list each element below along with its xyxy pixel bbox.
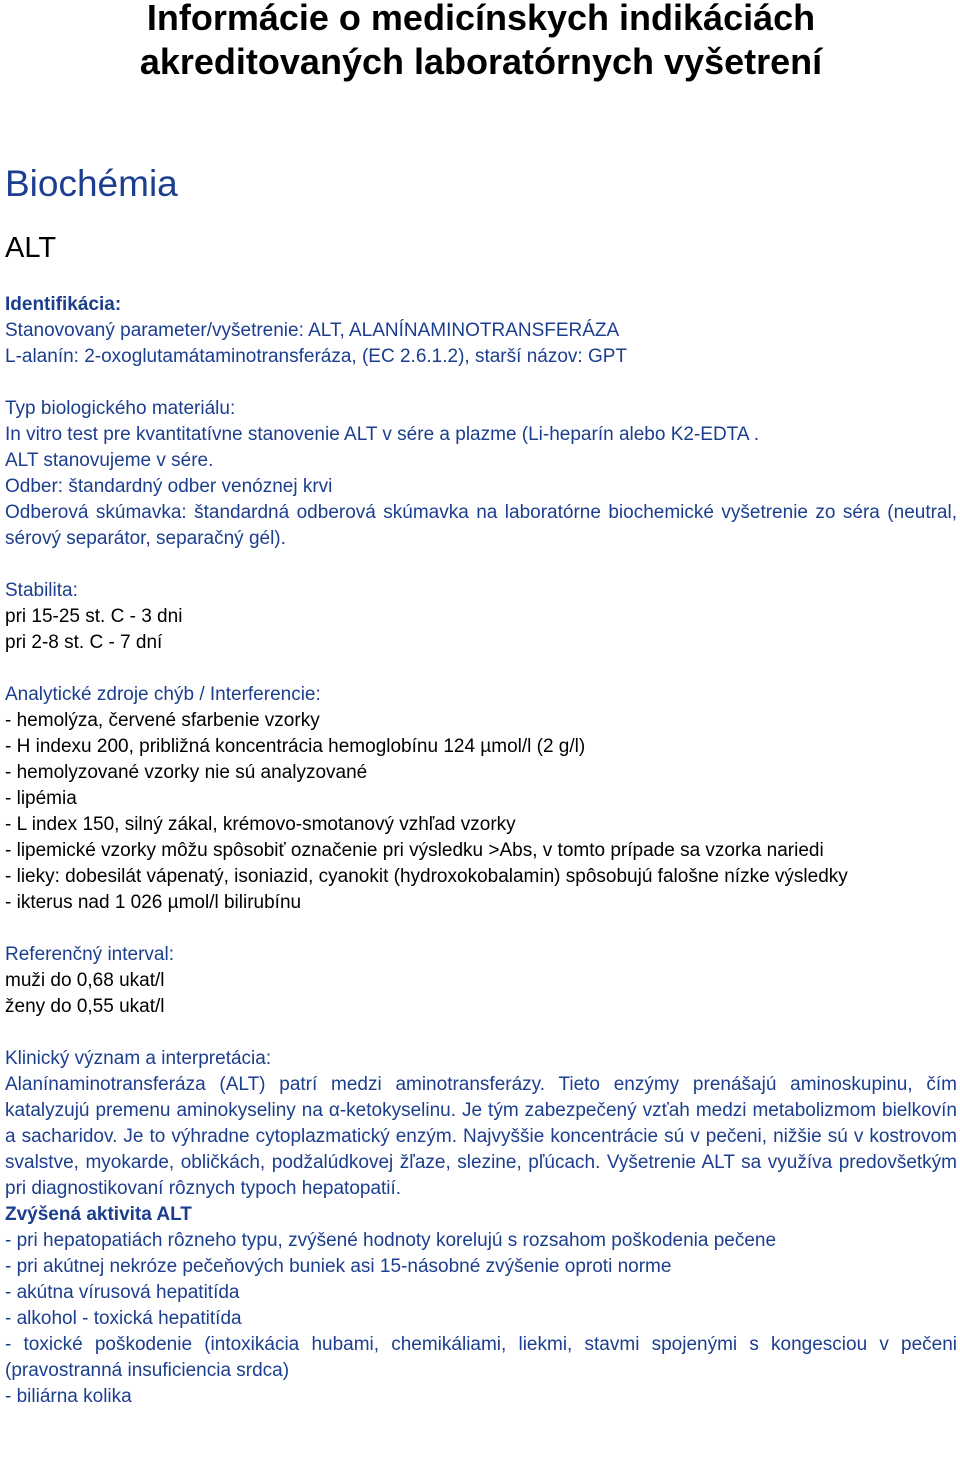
interference-line-6: - lipemické vzorky môžu spôsobiť označenie pri výsledku >Abs, v tomto prípade sa vzorka nariedi [5, 840, 824, 861]
klinicky-item-4: - alkohol - toxická hepatitída [5, 1308, 242, 1329]
referencny-line-1: muži do 0,68 ukat/l [5, 970, 165, 991]
document-body [5, 292, 957, 1410]
referencny-line-2: ženy do 0,55 ukat/l [5, 996, 165, 1017]
klinicky-item-1: - pri hepatopatiách rôzneho typu, zvýšené hodnoty korelujú s rozsahom poškodenia pečene [5, 1230, 777, 1251]
identifikacia-line-1: Stanovovaný parameter/vyšetrenie: ALT, ALANÍNAMINOTRANSFERÁZA [5, 320, 620, 341]
document-title [5, 0, 957, 84]
klinicky-item-5: - toxické poškodenie (intoxikácia hubami, chemikáliami, liekmi, stavmi spojenými s kongesciou v pečeni (pravostranná insuficiencia srdca) [5, 1334, 957, 1381]
zvysena-aktivita-label: Zvýšená aktivita ALT [5, 1204, 192, 1225]
material-tube: Odberová skúmavka: štandardná odberová skúmavka na laboratórne biochemické vyšetrenie zo séra (neutral, sérový separátor, separačný gél). [5, 502, 957, 549]
material-line-2: ALT stanovujeme v sére. [5, 450, 214, 471]
stabilita-line-2: pri 2-8 st. C - 7 dní [5, 632, 163, 653]
material-label: Typ biologického materiálu: [5, 398, 236, 419]
material-line-3: Odber: štandardný odber venóznej krvi [5, 476, 333, 497]
identifikacia-line-2: L-alanín: 2-oxoglutamátaminotransferáza, (EC 2.6.1.2), starší názov: GPT [5, 346, 628, 367]
title-line-2: akreditovaných laboratórnych vyšetrení [139, 41, 823, 82]
klinicky-label: Klinický význam a interpretácia: [5, 1048, 272, 1069]
test-name-heading: ALT [5, 232, 57, 264]
section-heading: Biochémia [5, 163, 178, 204]
interference-label: Analytické zdroje chýb / Interferencie: [5, 684, 321, 705]
title-line-1: Informácie o medicínskych indikáciách [146, 0, 816, 38]
interference-line-3: - hemolyzované vzorky nie sú analyzované [5, 762, 368, 783]
klinicky-item-3: - akútna vírusová hepatitída [5, 1282, 240, 1303]
klinicky-paragraph: Alanínaminotransferáza (ALT) patrí medzi aminotransferázy. Tieto enzýmy prenášajú aminoskupinu, čím katalyzujú premenu aminokyseliny na α-ketokyselinu. Je tým zabezpečený vzťah medzi metabolizmom bielkovín a sacharidov. Je to výhradne cytoplazmatický enzým. Najvyššie koncentrácie sú v pečeni, nižšie sú v kostrovom svalstve, myokarde, obličkách, podžalúdkovej žľaze, slezine, pľúcach. Vyšetrenie ALT sa využíva predovšetkým pri diagnostikovaní rôznych typoch hepatopatií. [5, 1074, 957, 1199]
interference-line-5: - L index 150, silný zákal, krémovo-smotanový vzhľad vzorky [5, 814, 516, 835]
stabilita-label: Stabilita: [5, 580, 78, 601]
identifikacia-label: Identifikácia: [5, 294, 122, 315]
interference-line-1: - hemolýza, červené sfarbenie vzorky [5, 710, 320, 731]
interference-line-2: - H indexu 200, približná koncentrácia hemoglobínu 124 µmol/l (2 g/l) [5, 736, 586, 757]
interference-line-7: - lieky: dobesilát vápenatý, isoniazid, cyanokit (hydroxokobalamin) spôsobujú falošne nízke výsledky [5, 866, 848, 887]
stabilita-line-1: pri 15-25 st. C - 3 dni [5, 606, 183, 627]
referencny-label: Referenčný interval: [5, 944, 174, 965]
klinicky-item-2: - pri akútnej nekróze pečeňových buniek asi 15-násobné zvýšenie oproti norme [5, 1256, 672, 1277]
interference-line-4: - lipémia [5, 788, 77, 809]
material-line-1: In vitro test pre kvantitatívne stanovenie ALT v sére a plazme (Li-heparín alebo K2-EDTA . [5, 424, 760, 445]
interference-line-8: - ikterus nad 1 026 µmol/l bilirubínu [5, 892, 302, 913]
klinicky-item-6: - biliárna kolika [5, 1386, 132, 1407]
